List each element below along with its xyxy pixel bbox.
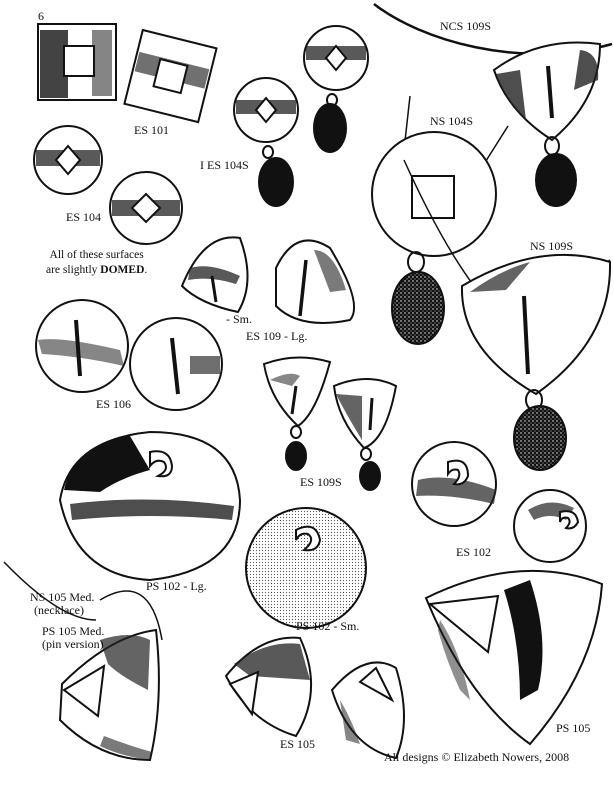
label-ps105-med-line1: PS 105 Med. [42, 624, 105, 638]
es101-square-right [124, 30, 216, 122]
es101-square-left [38, 24, 116, 100]
es104s-right [304, 26, 368, 152]
label-ns105-line2: (necklace) [34, 603, 84, 617]
label-ps102-lg: PS 102 - Lg. [146, 579, 207, 593]
ncs109s-pendant [494, 42, 600, 206]
es109-small [182, 237, 248, 312]
label-es102: ES 102 [456, 545, 492, 559]
ns109s-pendant [462, 255, 610, 470]
copyright-notice: All designs © Elizabeth Nowers, 2008 [384, 750, 570, 764]
label-ns104s: NS 104S [430, 114, 474, 128]
ps105-pin [426, 571, 602, 744]
es106-right [130, 318, 222, 410]
domed-note [46, 248, 147, 278]
es104s-left [234, 78, 298, 206]
es104-disc-bottom [110, 172, 182, 244]
es105-right [332, 662, 404, 758]
domed-note-line1: All of these surfaces [49, 249, 144, 261]
label-ns105 [30, 591, 94, 617]
es106-left [36, 300, 128, 392]
label-ps102-sm: PS 102 - Sm. [296, 619, 360, 633]
es102-bottom [514, 490, 586, 562]
label-es109-lg: ES 109 - Lg. [246, 329, 308, 343]
es109-large [276, 240, 354, 323]
es104-disc-top [34, 126, 102, 194]
label-ncs109s: NCS 109S [440, 19, 492, 33]
page-number: 6 [38, 9, 44, 23]
label-es104: ES 104 [66, 210, 102, 224]
label-es106: ES 106 [96, 397, 132, 411]
label-es109s: ES 109S [300, 475, 342, 489]
label-es101: ES 101 [134, 123, 170, 137]
label-ps105: PS 105 [556, 721, 591, 735]
es102-top [412, 442, 496, 526]
es109s-right [334, 379, 396, 490]
label-es105: ES 105 [280, 737, 316, 751]
ps102-large [60, 432, 240, 580]
ps102-small [246, 508, 366, 628]
domed-note-line2: are slightly DOMED. [46, 264, 148, 276]
label-ns109s: NS 109S [530, 239, 574, 253]
label-es104s: I ES 104S [200, 158, 249, 172]
label-es109-sm: - Sm. [226, 312, 253, 326]
es105-left [226, 638, 311, 736]
label-ns105-line1: NS 105 Med. [30, 590, 95, 604]
es109s-left [264, 357, 330, 470]
label-ps105-med-line2: (pin version) [42, 637, 104, 651]
label-ps105-med [42, 625, 104, 651]
